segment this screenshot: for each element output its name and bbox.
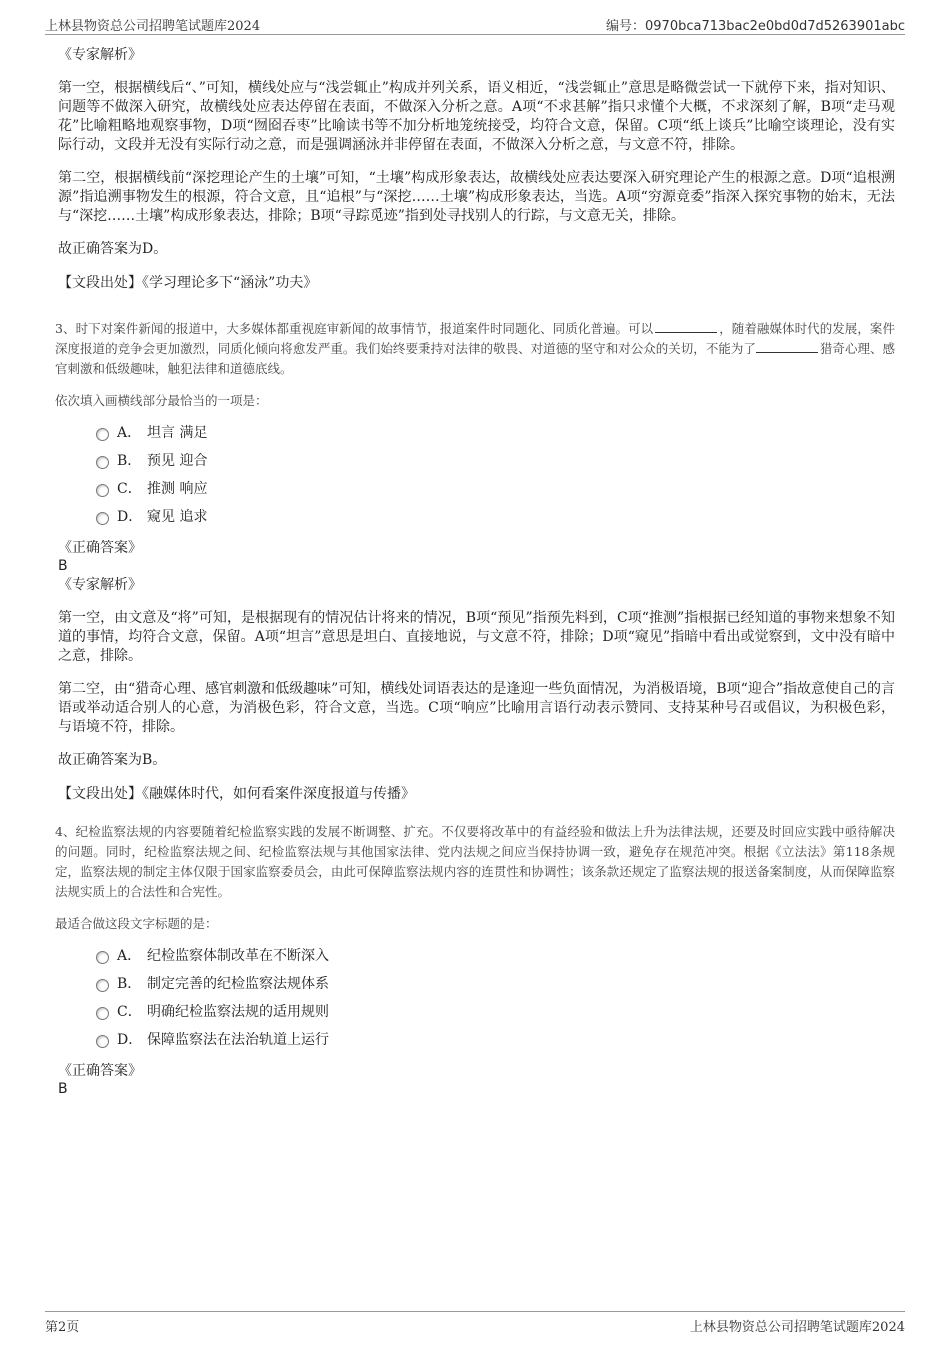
q3-text-a: 3、时下对案件新闻的报道中，大多媒体都重视庭审新闻的故事情节，报道案件时同题化、同质化普遍。可以 <box>55 321 654 336</box>
q3-blank-1 <box>655 320 717 333</box>
q2-source: 【文段出处】《学习理论多下“涵泳”功夫》 <box>58 275 318 291</box>
q4-option-d[interactable]: D． 保障监察法在法治轨道上运行 <box>55 1026 895 1054</box>
question-4 <box>55 822 895 1098</box>
q4-answer: B <box>58 1081 68 1097</box>
radio-icon[interactable] <box>96 1007 109 1020</box>
q3-analysis-label: 《专家解析》 <box>58 577 142 593</box>
footer-page-number: 第2页 <box>45 1320 80 1335</box>
q3-option-b[interactable]: B． 预见 迎合 <box>55 447 895 475</box>
radio-icon[interactable] <box>96 456 109 469</box>
q3-answer-label: 《正确答案》 <box>58 540 142 556</box>
page-content <box>55 45 895 1098</box>
q4-prompt: 最适合做这段文字标题的是： <box>55 916 218 931</box>
q3-blank-2 <box>756 340 818 353</box>
q4-option-c[interactable]: C． 明确纪检监察法规的适用规则 <box>55 998 895 1026</box>
q3-option-d[interactable]: D． 窥见 追求 <box>55 503 895 531</box>
radio-icon[interactable] <box>96 428 109 441</box>
q3-answer: B <box>58 558 68 574</box>
footer-title: 上林县物资总公司招聘笔试题库2024 <box>689 1320 905 1335</box>
q3-options <box>55 419 895 531</box>
q4-answer-label: 《正确答案》 <box>58 1063 142 1079</box>
page-footer <box>45 1311 905 1334</box>
q2-analysis-label: 《专家解析》 <box>58 47 142 63</box>
q4-option-a[interactable]: A． 纪检监察体制改革在不断深入 <box>55 942 895 970</box>
radio-icon[interactable] <box>96 951 109 964</box>
q3-text-c: 猎奇心理、感官刺激和低级趣味，触犯法律和道德底线。 <box>55 341 895 376</box>
q4-options <box>55 942 895 1054</box>
radio-icon[interactable] <box>96 979 109 992</box>
q3-option-a[interactable]: A． 坦言 满足 <box>55 419 895 447</box>
q3-source: 【文段出处】《融媒体时代，如何看案件深度报道与传播》 <box>58 786 415 802</box>
q3-prompt: 依次填入画横线部分最恰当的一项是： <box>55 393 268 408</box>
radio-icon[interactable] <box>96 484 109 497</box>
q3-answer-statement: 故正确答案为B。 <box>58 752 167 768</box>
q3-text <box>55 319 895 379</box>
q4-option-b[interactable]: B． 制定完善的纪检监察法规体系 <box>55 970 895 998</box>
q3-analysis-p2: 第二空，由“猎奇心理、感官刺激和低级趣味”可知，横线处词语表达的是逢迎一些负面情况，为消极语境，B项“迎合”指故意使自己的言语或举动适合别人的心意，为消极色彩，符合文意，当选。C项“响应”比喻用言语行动表示赞同、支持某种号召或倡议，为积极色彩，与语境不符，排除。 <box>58 681 895 735</box>
q3-analysis-p1: 第一空，由文意及“将”可知，是根据现有的情况估计将来的情况，B项“预见”指预先料到，C项“推测”指根据已经知道的事物来想象不知道的事情，均符合文意，保留。A项“坦言”意思是坦白、直接地说，与文意不符，排除；D项“窥见”指暗中看出或觉察到，文中没有暗中之意，排除。 <box>58 610 895 664</box>
q3-text-b: ，随着融媒体时代的发展，案件深度报道的竞争会更加激烈，同质化倾向将愈发严重。我们始终要秉持对法律的敬畏、对道德的坚守和对公众的关切，不能为了 <box>55 321 895 356</box>
header-title: 上林县物资总公司招聘笔试题库2024 <box>45 19 261 34</box>
radio-icon[interactable] <box>96 512 109 525</box>
q2-analysis-p1: 第一空，根据横线后“、”可知，横线处应与“浅尝辄止”构成并列关系，语义相近，“浅尝辄止”意思是略微尝试一下就停下来，指对知识、问题等不做深入研究，故横线处应表达停留在表面，不做深入分析之意。A项“不求甚解”指只求懂个大概，不求深刻了解，B项“走马观花”比喻粗略地观察事物，D项“囫囵吞枣”比喻读书等不加分析地笼统接受，均符合文意，保留。C项“纸上谈兵”比喻空谈理论，没有实际行动，文段并无没有实际行动之意，而是强调涵泳并非停留在表面，不做深入分析之意，与文意不符，排除。 <box>58 80 895 153</box>
q2-analysis-p2: 第二空，根据横线前“深挖理论产生的土壤”可知，“土壤”构成形象表达，故横线处应表达要深入研究理论产生的根源之意。D项“追根溯源”指追溯事物发生的根源，符合文意，且“追根”与“深挖……土壤”构成形象表达，当选。A项“穷源竟委”指深入探究事物的始末，无法与“深挖……土壤”构成形象表达，排除；B项“寻踪觅迹”指到处寻找别人的行踪，与文意无关，排除。 <box>58 170 895 224</box>
q4-text: 4、纪检监察法规的内容要随着纪检监察实践的发展不断调整、扩充。不仅要将改革中的有益经验和做法上升为法律法规，还要及时回应实践中亟待解决的问题。同时，纪检监察法规之间、纪检监察法规与其他国家法律、党内法规之间应当保持协调一致，避免存在规范冲突。根据《立法法》第118条规定，监察法规的制定主体仅限于国家监察委员会，由此可保障监察法规内容的连贯性和协调性；该条款还规定了监察法规的报送备案制度，从而保障监察法规实质上的合法性和合宪性。 <box>55 824 895 899</box>
radio-icon[interactable] <box>96 1035 109 1048</box>
question-3 <box>55 319 895 804</box>
header-document-id: 编号：0970bca713bac2e0bd0d7d5263901abc <box>606 19 905 34</box>
q2-analysis-section <box>55 45 895 293</box>
q2-answer-statement: 故正确答案为D。 <box>58 241 168 257</box>
q3-option-c[interactable]: C． 推测 响应 <box>55 475 895 503</box>
page-header <box>45 12 905 35</box>
